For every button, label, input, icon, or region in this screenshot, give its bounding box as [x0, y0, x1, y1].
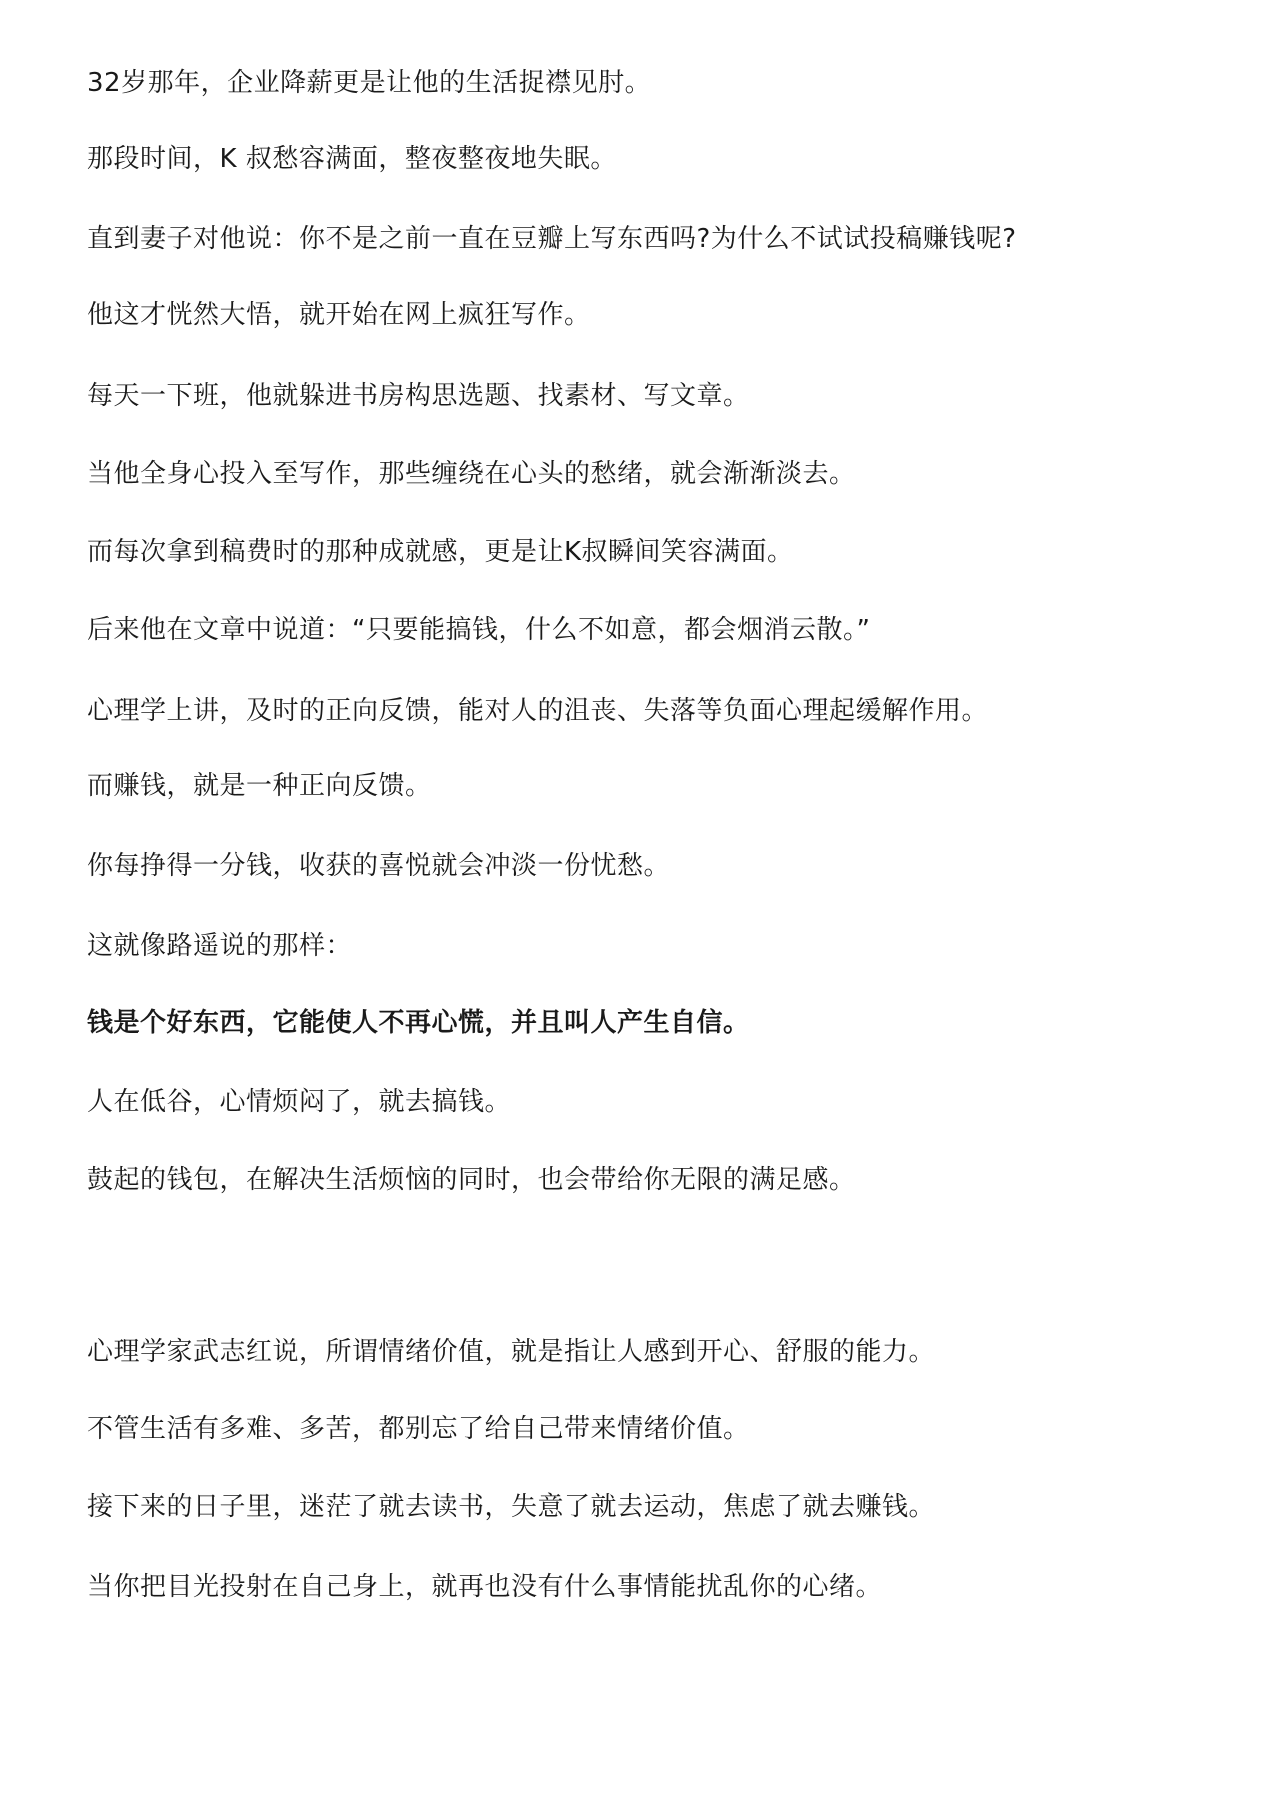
paragraph-18: 接下来的日子里，迷茫了就去读书，失意了就去运动，焦虑了就去赚钱。 [87, 1492, 936, 1522]
paragraph-15: 鼓起的钱包，在解决生活烦恼的同时，也会带给你无限的满足感。 [87, 1165, 856, 1195]
paragraph-17: 不管生活有多难、多苦，都别忘了给自己带来情绪价值。 [87, 1414, 750, 1444]
paragraph-19: 当你把目光投射在自己身上，就再也没有什么事情能扰乱你的心绪。 [87, 1572, 883, 1602]
paragraph-12: 这就像路遥说的那样： [87, 931, 353, 961]
paragraph-9: 心理学上讲，及时的正向反馈，能对人的沮丧、失落等负面心理起缓解作用。 [87, 696, 989, 726]
paragraph-3: 直到妻子对他说：你不是之前一直在豆瓣上写东西吗?为什么不试试投稿赚钱呢? [87, 224, 1017, 254]
paragraph-16: 心理学家武志红说，所谓情绪价值，就是指让人感到开心、舒服的能力。 [87, 1337, 936, 1367]
paragraph-7: 而每次拿到稿费时的那种成就感，更是让K叔瞬间笑容满面。 [87, 537, 794, 567]
paragraph-8: 后来他在文章中说道：“只要能搞钱，什么不如意，都会烟消云散。” [87, 615, 871, 645]
paragraph-2: 那段时间，K 叔愁容满面，整夜整夜地失眠。 [87, 144, 617, 174]
paragraph-10: 而赚钱，就是一种正向反馈。 [87, 771, 432, 801]
paragraph-4: 他这才恍然大悟，就开始在网上疯狂写作。 [87, 300, 591, 330]
paragraph-14: 人在低谷，心情烦闷了，就去搞钱。 [87, 1087, 512, 1117]
paragraph-6: 当他全身心投入至写作，那些缠绕在心头的愁绪，就会渐渐淡去。 [87, 459, 856, 489]
paragraph-5: 每天一下班，他就躲进书房构思选题、找素材、写文章。 [87, 381, 750, 411]
paragraph-1: 32岁那年，企业降薪更是让他的生活捉襟见肘。 [87, 68, 652, 98]
paragraph-11: 你每挣得一分钱，收获的喜悦就会冲淡一份忧愁。 [87, 851, 671, 881]
paragraph-13-bold-quote: 钱是个好东西，它能使人不再心慌，并且叫人产生自信。 [87, 1008, 750, 1038]
